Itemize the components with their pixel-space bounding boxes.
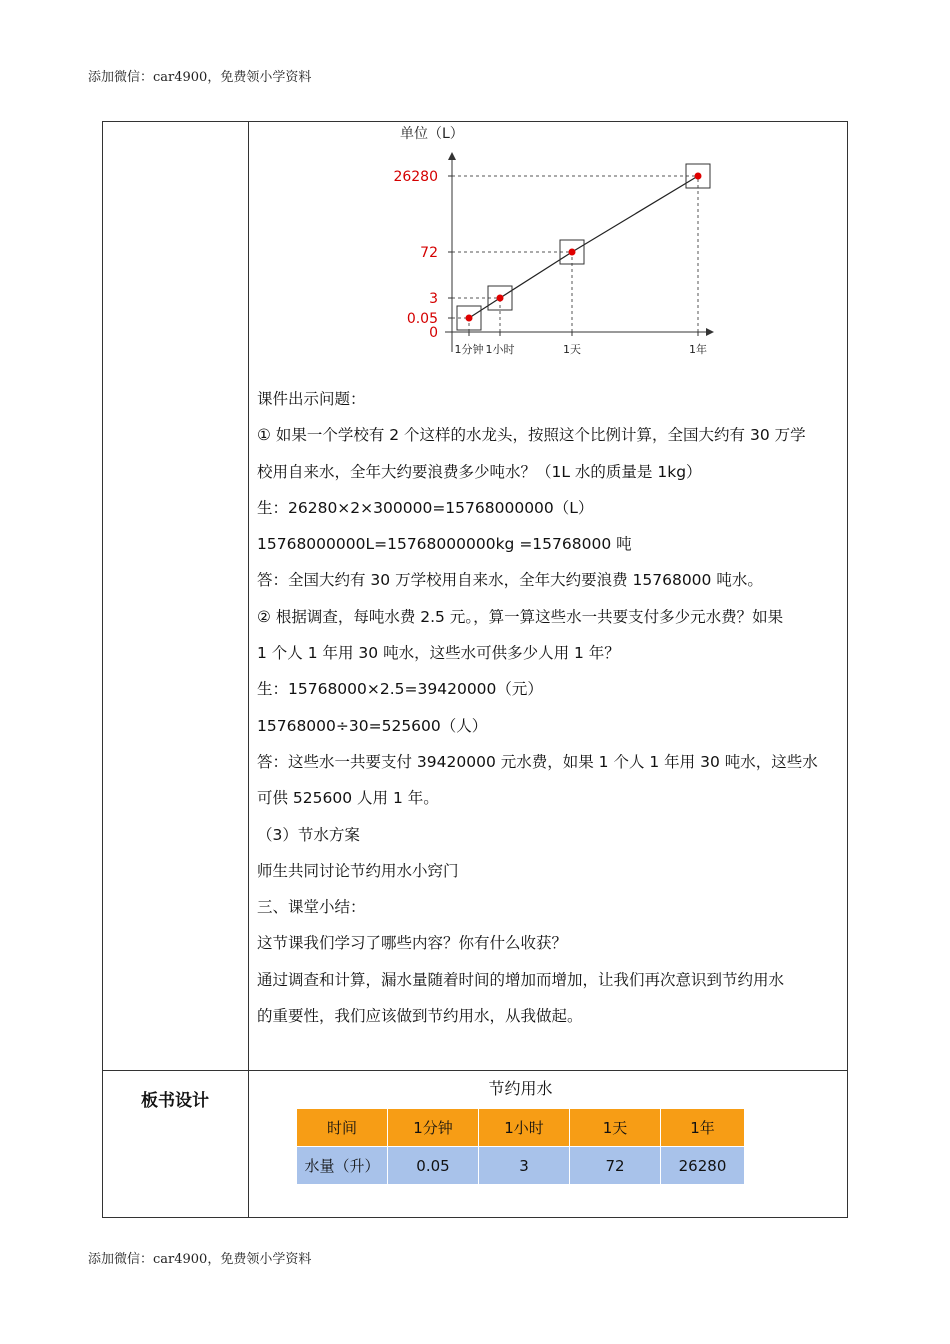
content-line: ② 根据调查，每吨水费 2.5 元。，算一算这些水一共要支付多少元水费？如果 (257, 607, 784, 626)
content-line: 答：全国大约有 30 万学校用自来水，全年大约要浪费 15768000 吨水。 (257, 571, 763, 590)
water-leak-line-chart (390, 120, 720, 360)
board-design-label: 板书设计 (141, 1091, 209, 1111)
x-tick-label: 1小时 (485, 343, 515, 356)
content-line: 15768000000L=15768000000kg =15768000 吨 (257, 535, 632, 554)
board-data-cell: 26280 (661, 1147, 745, 1185)
content-line: 可供 525600 人用 1 年。 (257, 789, 439, 808)
content-line: （3）节水方案 (257, 825, 360, 844)
board-header-cell: 1分钟 (388, 1109, 479, 1147)
board-table (296, 1108, 745, 1185)
content-line: 校用自来水，全年大约要浪费多少吨水？（1L 水的质量是 1kg） (257, 462, 702, 481)
x-tick-label: 1年 (689, 343, 707, 356)
page-footer-note: 添加微信：car4900，免费领小学资料 (88, 1252, 312, 1267)
y-tick-label: 3 (429, 291, 438, 307)
content-line: 三、课堂小结： (257, 898, 366, 917)
x-axis-arrow (706, 328, 714, 336)
y-tick-label: 0.05 (406, 311, 438, 327)
data-point (569, 249, 576, 256)
content-line: 答：这些水一共要支付 39420000 元水费，如果 1 个人 1 年用 30 吨水，这些水 (257, 752, 818, 771)
chart-gridlines (452, 176, 698, 332)
content-line: ① 如果一个学校有 2 个这样的水龙头，按照这个比例计算，全国大约有 30 万学 (257, 426, 806, 445)
row-divider (102, 1070, 848, 1071)
column-divider (248, 121, 249, 1218)
content-line: 通过调查和计算，漏水量随着时间的增加而增加，让我们再次意识到节约用水 (257, 970, 785, 989)
board-header-cell: 1小时 (479, 1109, 570, 1147)
data-point (695, 173, 702, 180)
y-axis-label: 单位（L） (400, 126, 464, 142)
content-line: 生：15768000×2.5=39420000（元） (257, 680, 543, 699)
board-title: 节约用水 (488, 1079, 553, 1098)
board-table-data-row (297, 1147, 745, 1185)
board-data-cell: 3 (479, 1147, 570, 1185)
content-line: 的重要性，我们应该做到节约用水，从我做起。 (257, 1007, 583, 1026)
page-header-note: 添加微信：car4900，免费领小学资料 (88, 70, 312, 85)
board-data-cell: 72 (570, 1147, 661, 1185)
board-table-header-row (297, 1109, 745, 1147)
content-line: 15768000÷30=525600（人） (257, 716, 488, 735)
content-line: 这节课我们学习了哪些内容？你有什么收获？ (257, 934, 568, 953)
board-header-cell: 1天 (570, 1109, 661, 1147)
y-tick-label: 26280 (393, 169, 438, 185)
board-header-cell: 1年 (661, 1109, 745, 1147)
content-line: 课件出示问题： (257, 390, 366, 408)
y-tick-label: 72 (420, 245, 438, 261)
board-data-cell: 水量（升） (297, 1147, 388, 1185)
data-point (497, 295, 504, 302)
y-axis-arrow (448, 152, 456, 160)
lesson-content (257, 381, 841, 1034)
data-point (466, 315, 473, 322)
content-line: 生：26280×2×300000=15768000000（L） (257, 498, 594, 517)
x-tick-label: 1天 (563, 343, 581, 356)
content-line: 师生共同讨论节约用水小窍门 (257, 861, 459, 880)
x-tick-label: 1分钟 (454, 343, 484, 356)
board-data-cell: 0.05 (388, 1147, 479, 1185)
y-tick-label: 0 (429, 325, 438, 341)
board-header-cell: 时间 (297, 1109, 388, 1147)
content-line: 1 个人 1 年用 30 吨水，这些水可供多少人用 1 年？ (257, 644, 620, 663)
